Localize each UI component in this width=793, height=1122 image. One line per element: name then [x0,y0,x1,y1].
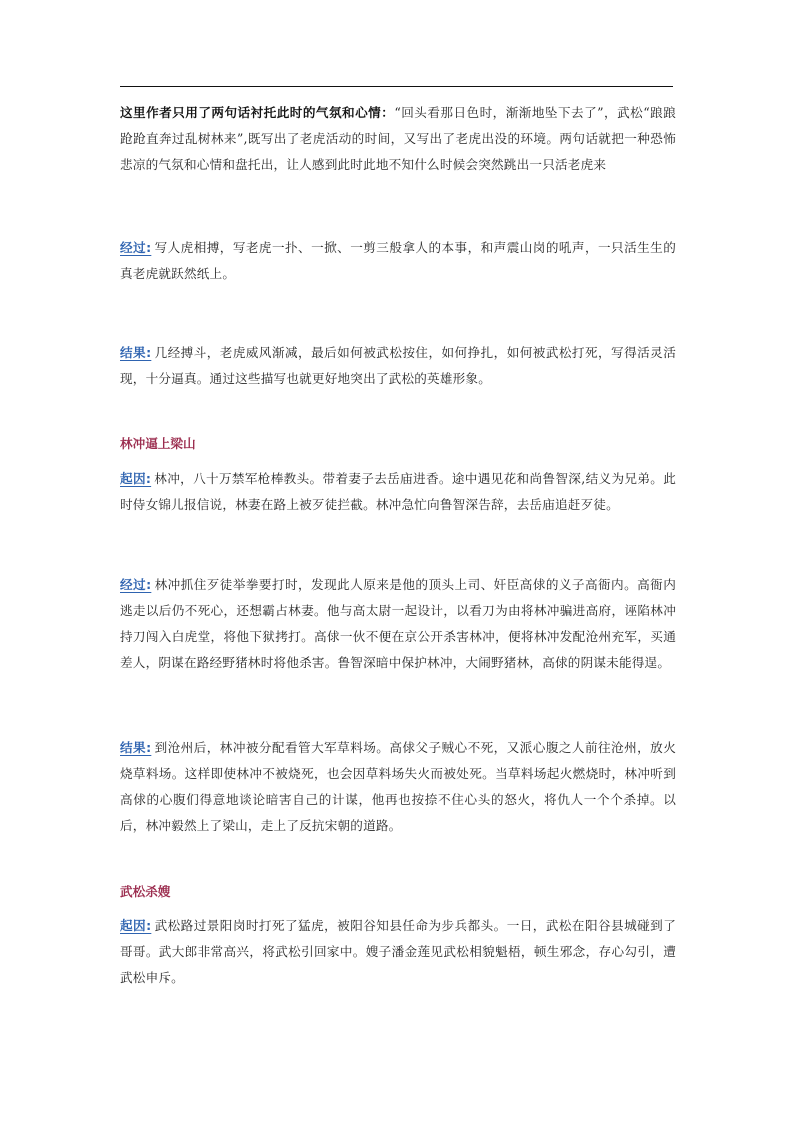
process-label: 经过: [120,577,152,592]
intro-paragraph [120,100,676,178]
cause-label: 起因: [120,471,152,486]
cause-label: 起因: [120,918,152,933]
process-label: 经过: [120,240,152,255]
section-heading-wusong-sister: 武松杀嫂 [120,884,171,899]
result-label: 结果: [120,345,152,360]
result-text: 到沧州后，林冲被分配看管大军草料场。高俅父子贼心不死，又派心腹之人前往沧州，放火烧草料场。这样即使林冲不被烧死，也会因草料场失火而被处死。当草料场起火燃烧时，林冲听到高俅的心腹们得意地谈论暗害自己的计谋，他再也按捺不住心头的怒火，将仇人一个个杀掉。以后，林冲毅然上了梁山，走上了反抗宋朝的道路。 [120,740,677,833]
intro-lead: 这里作者只用了两句话衬托此时的气氛和心情： [120,105,395,120]
process-text: 林冲抓住歹徒举拳要打时，发现此人原来是他的顶头上司、奸臣高俅的义子高衙内。高衙内逃走以后仍不死心，还想霸占林妻。他与高太尉一起设计，以看刀为由将林冲骗进高府，诬陷林冲持刀闯入白虎堂，将他下狱拷打。高俅一伙不便在京公开杀害林冲，便将林冲发配沧州充军，买通差人，阴谋在路经野猪林时将他杀害。鲁智深暗中保护林冲，大闹野猪林，高俅的阴谋未能得逞。 [120,577,677,670]
result-text: 几经搏斗，老虎威风渐减，最后如何被武松按住，如何挣扎，如何被武松打死，写得活灵活现，十分逼真。通过这些描写也就更好地突出了武松的英雄形象。 [120,345,677,386]
process-text: 写人虎相搏，写老虎一扑、一掀、一剪三般拿人的本事，和声震山岗的吼声，一只活生生的真老虎就跃然纸上。 [120,240,677,281]
linchong-cause [120,466,676,518]
wusong-sister-cause [120,913,676,991]
result-label: 结果: [120,740,152,755]
linchong-result [120,735,676,839]
section-heading-linchong: 林冲逼上梁山 [120,436,196,451]
cause-text: 武松路过景阳岗时打死了猛虎，被阳谷知县任命为步兵都头。一日，武松在阳谷县城碰到了哥哥。武大郎非常高兴，将武松引回家中。嫂子潘金莲见武松相貌魁梧，顿生邪念，存心勾引，遭武松申斥。 [120,918,677,985]
wusong-tiger-process [120,235,676,287]
cause-text: 林冲，八十万禁军枪棒教头。带着妻子去岳庙进香。途中遇见花和尚鲁智深,结义为兄弟。此时侍女锦儿报信说，林妻在路上被歹徒拦截。林冲急忙向鲁智深告辞，去岳庙追赶歹徒。 [120,471,677,512]
linchong-process [120,572,676,676]
intro-body: “回头看那日色时，渐渐地坠下去了”，武松“踉踉跄跄直奔过乱树林来”,既写出了老虎活动的时间，又写出了老虎出没的环境。两句话就把一种恐怖悲凉的气氛和心情和盘托出，让人感到此时此地不知什么时候会突然跳出一只活老虎来 [120,105,677,172]
wusong-tiger-result [120,340,676,392]
header-rule [120,86,673,87]
